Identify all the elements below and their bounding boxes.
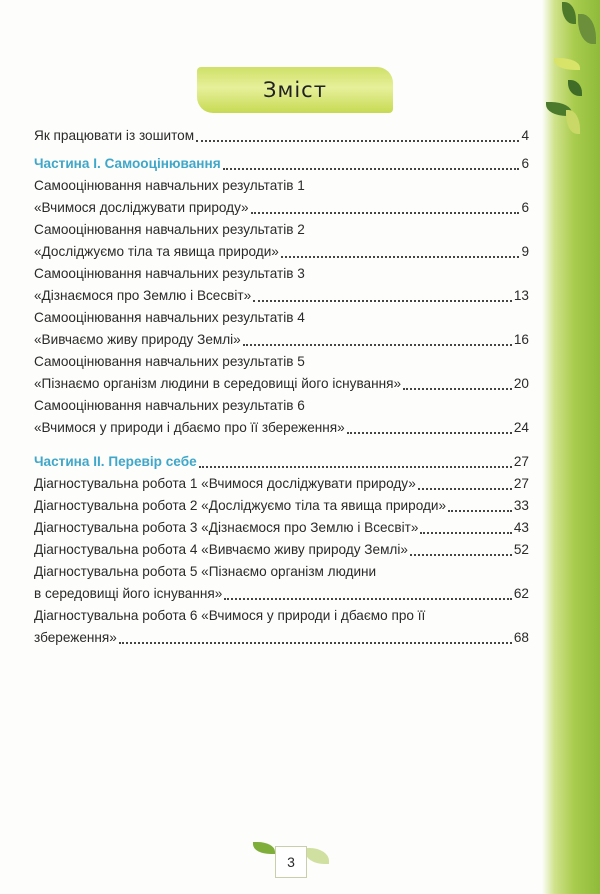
toc-page-number: 62 xyxy=(513,586,529,601)
toc-entry[interactable] xyxy=(34,197,529,219)
toc-entry[interactable] xyxy=(34,395,529,417)
toc-entry[interactable] xyxy=(34,285,529,307)
dot-leader xyxy=(410,554,512,556)
toc-section[interactable] xyxy=(34,451,529,473)
toc-entry[interactable] xyxy=(34,241,529,263)
page-title: Зміст xyxy=(263,78,327,102)
toc-page-number: 24 xyxy=(513,420,529,435)
dot-leader xyxy=(119,642,512,644)
toc-entry-title: Як працювати із зошитом xyxy=(34,128,195,143)
table-of-contents xyxy=(34,125,529,649)
dot-leader xyxy=(448,510,512,512)
toc-page-number: 6 xyxy=(521,200,529,215)
toc-entry-title: «Вивчаємо живу природу Землі» xyxy=(34,332,241,347)
dot-leader xyxy=(418,488,512,490)
toc-entry[interactable] xyxy=(34,495,529,517)
toc-entry-title: Самооцінювання навчальних результатів 2 xyxy=(34,222,305,237)
toc-page-number: 6 xyxy=(521,156,529,171)
leaf-icon xyxy=(253,842,275,854)
toc-page-number: 16 xyxy=(513,332,529,347)
toc-page-number: 9 xyxy=(521,244,529,259)
toc-page-number: 43 xyxy=(513,520,529,535)
leaf-icon xyxy=(305,848,329,864)
dot-leader xyxy=(196,140,519,142)
toc-entry-title: Самооцінювання навчальних результатів 3 xyxy=(34,266,305,281)
toc-entry-title: Діагностувальна робота 1 «Вчимося досліджувати природу» xyxy=(34,476,416,491)
toc-entry[interactable] xyxy=(34,561,529,583)
toc-entry-title: Діагностувальна робота 5 «Пізнаємо організм людини xyxy=(34,564,377,579)
page-title-banner xyxy=(197,67,393,113)
toc-entry[interactable] xyxy=(34,517,529,539)
toc-entry[interactable] xyxy=(34,627,529,649)
dot-leader xyxy=(199,466,512,468)
dot-leader xyxy=(253,300,512,302)
dot-leader xyxy=(251,212,520,214)
toc-entry-title: Діагностувальна робота 6 «Вчимося у природи і дбаємо про її xyxy=(34,608,426,623)
dot-leader xyxy=(347,432,512,434)
toc-entry-title: Самооцінювання навчальних результатів 5 xyxy=(34,354,305,369)
dot-leader xyxy=(420,532,512,534)
toc-entry[interactable] xyxy=(34,373,529,395)
toc-entry[interactable] xyxy=(34,329,529,351)
dot-leader xyxy=(403,388,512,390)
toc-entry[interactable] xyxy=(34,125,529,147)
toc-page-number: 4 xyxy=(521,128,529,143)
toc-entry-title: Діагностувальна робота 3 «Дізнаємося про Землю і Всесвіт» xyxy=(34,520,419,535)
dot-leader xyxy=(223,168,520,170)
toc-entry-title: Самооцінювання навчальних результатів 6 xyxy=(34,398,305,413)
toc-entry[interactable] xyxy=(34,175,529,197)
toc-entry-title: «Вчимося у природи і дбаємо про її збереження» xyxy=(34,420,345,435)
toc-page-number: 52 xyxy=(513,542,529,557)
toc-entry[interactable] xyxy=(34,351,529,373)
toc-entry[interactable] xyxy=(34,417,529,439)
toc-entry-title: в середовищі його існування» xyxy=(34,586,223,601)
decorative-green-band xyxy=(542,0,600,894)
toc-entry[interactable] xyxy=(34,605,529,627)
toc-entry-title: «Дізнаємося про Землю і Всесвіт» xyxy=(34,288,252,303)
toc-entry-title: Самооцінювання навчальних результатів 1 xyxy=(34,178,305,193)
toc-page-number: 20 xyxy=(513,376,529,391)
toc-page-number: 33 xyxy=(513,498,529,513)
toc-page-number: 27 xyxy=(513,454,529,469)
toc-entry-title: «Вчимося досліджувати природу» xyxy=(34,200,249,215)
toc-entry[interactable] xyxy=(34,307,529,329)
toc-entry-title: «Пізнаємо організм людини в середовищі його існування» xyxy=(34,376,402,391)
toc-entry-title: Частина ІІ. Перевір себе xyxy=(34,454,197,469)
toc-page-number: 68 xyxy=(513,630,529,645)
dot-leader xyxy=(281,256,520,258)
toc-section[interactable] xyxy=(34,153,529,175)
toc-entry-title: Діагностувальна робота 4 «Вивчаємо живу природу Землі» xyxy=(34,542,408,557)
toc-entry[interactable] xyxy=(34,473,529,495)
toc-page-number: 27 xyxy=(513,476,529,491)
toc-entry-title: Діагностувальна робота 2 «Досліджуємо тіла та явища природи» xyxy=(34,498,447,513)
dot-leader xyxy=(224,598,512,600)
toc-entry[interactable] xyxy=(34,583,529,605)
toc-entry-title: Частина І. Самооцінювання xyxy=(34,156,221,171)
toc-entry[interactable] xyxy=(34,539,529,561)
toc-entry-title: Самооцінювання навчальних результатів 4 xyxy=(34,310,305,325)
dot-leader xyxy=(243,344,512,346)
toc-entry-title: збереження» xyxy=(34,630,117,645)
toc-page-number: 13 xyxy=(513,288,529,303)
page-number: 3 xyxy=(275,846,307,878)
toc-entry-title: «Досліджуємо тіла та явища природи» xyxy=(34,244,279,259)
toc-entry[interactable] xyxy=(34,263,529,285)
toc-entry[interactable] xyxy=(34,219,529,241)
